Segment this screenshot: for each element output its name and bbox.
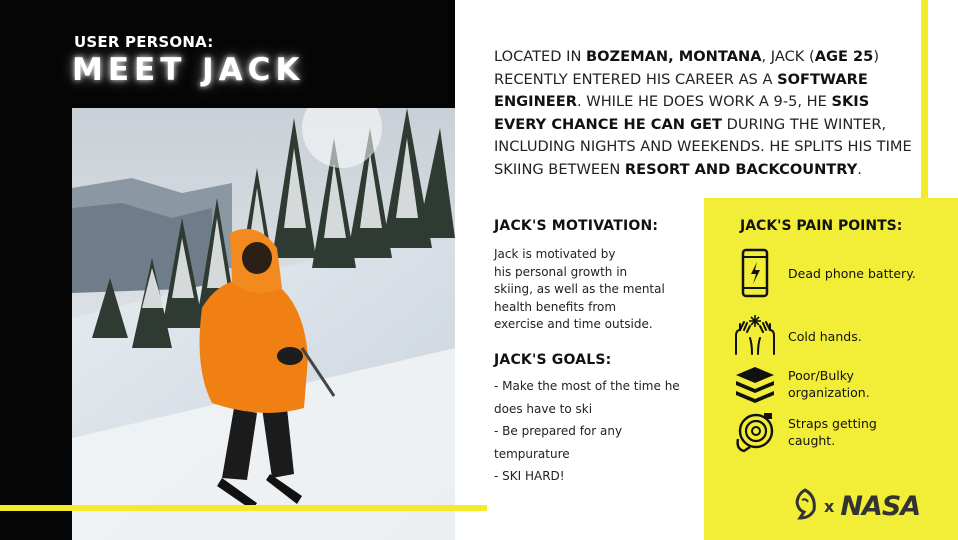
tangled-strap-icon [730, 411, 780, 453]
persona-intro: LOCATED IN BOZEMAN, MONTANA, JACK (AGE 25) RECENTLY ENTERED HIS CAREER AS A SOFTWARE ENGINEER. WHILE HE DOES WORK A 9-5, HE SKIS EVERY CHANCE HE CAN GET DURING THE WINTER, INCLUDING NIGHTS AND WEEKENDS. HE SPLITS HIS TIME SKIING BETWEEN RESORT AND BACKCOUNTRY. [494, 48, 912, 178]
pain-item-label: Poor/Bulky organization. [788, 368, 870, 400]
nasa-wordmark: NASA [840, 490, 921, 522]
page-title: MEET JACK [72, 52, 305, 88]
logo-separator: x [824, 496, 835, 516]
pain-item-label: Straps getting caught. [788, 416, 877, 448]
accent-stripe-bottom [0, 505, 487, 511]
cold-hands-icon [730, 314, 780, 358]
persona-kicker: USER PERSONA: [74, 33, 214, 51]
goals-list [494, 378, 704, 491]
motivation-heading: JACK'S MOTIVATION: [494, 218, 659, 234]
skier-photo [72, 108, 455, 540]
phone-battery-icon [730, 248, 780, 298]
pain-item [730, 365, 870, 403]
pain-item [730, 411, 877, 453]
goal-item: - SKI HARD! [494, 469, 565, 483]
goal-item: - Be prepared for any tempurature [494, 424, 623, 461]
goals-heading: JACK'S GOALS: [494, 352, 612, 368]
pain-item [730, 248, 916, 298]
pain-item-label: Dead phone battery. [788, 265, 916, 281]
motivation-text: Jack is motivated by his personal growth in skiing, as well as the mental health benefits from exercise and time outside. [494, 247, 665, 331]
pain-item [730, 314, 862, 358]
goal-item: - Make the most of the time he does have to ski [494, 379, 680, 416]
brand-logo [792, 488, 920, 524]
pain-points-heading: JACK'S PAIN POINTS: [740, 218, 903, 234]
stack-icon [730, 365, 780, 403]
owl-logo-icon [792, 488, 818, 524]
pain-points-panel [704, 198, 958, 540]
pain-item-label: Cold hands. [788, 328, 862, 344]
